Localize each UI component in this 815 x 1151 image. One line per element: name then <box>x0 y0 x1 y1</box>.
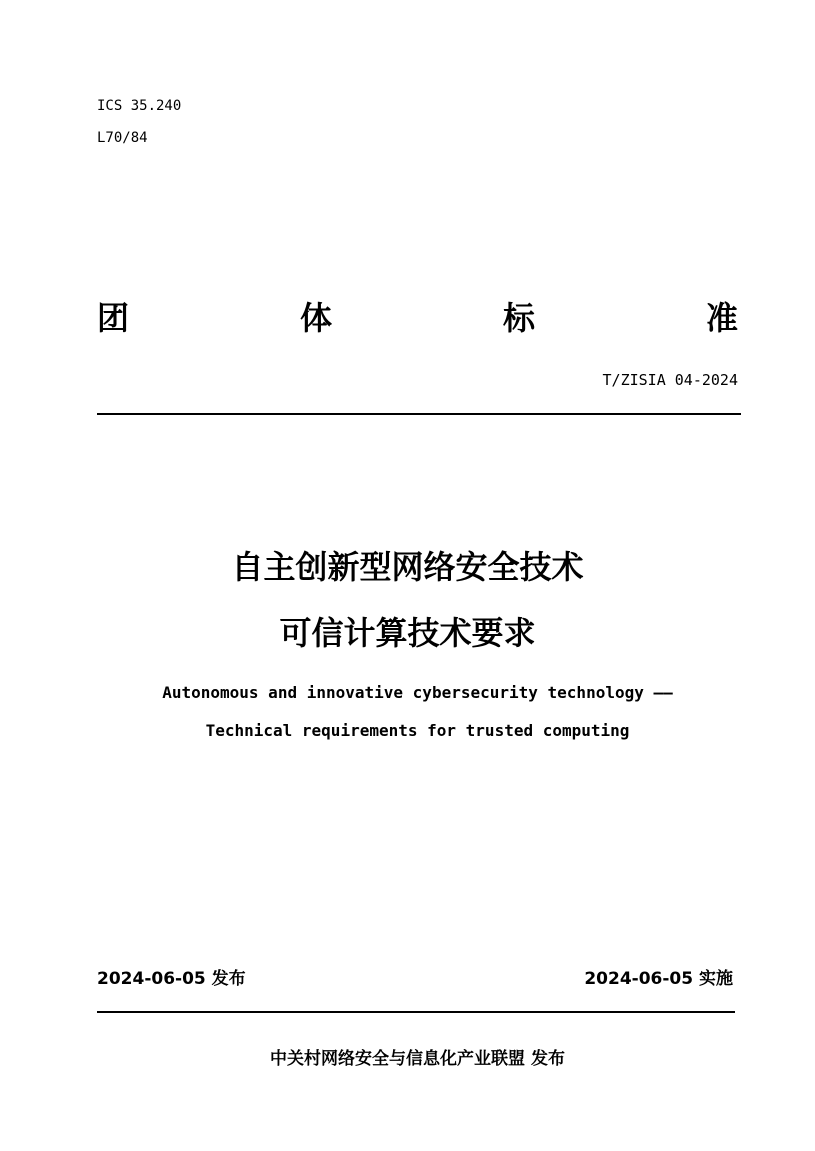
title-chinese-line-2: 可信计算技术要求 <box>279 614 536 652</box>
standard-type-heading <box>97 298 738 338</box>
standard-type-char: 团 <box>97 299 130 337</box>
publisher: 中关村网络安全与信息化产业联盟 发布 <box>270 1049 565 1069</box>
clc-code: L70/84 <box>97 130 148 146</box>
bottom-divider <box>97 1011 735 1013</box>
standard-type-char: 标 <box>502 299 535 337</box>
title-english-line-2: Technical requirements for trusted computing <box>205 721 630 740</box>
standard-type-char: 体 <box>299 299 332 337</box>
implement-date: 2024-06-05 实施 <box>584 969 733 989</box>
ics-code: ICS 35.240 <box>97 98 182 114</box>
title-english-line-1: Autonomous and innovative cybersecurity technology —— <box>162 683 673 702</box>
top-divider <box>97 413 741 415</box>
title-chinese-line-1: 自主创新型网络安全技术 <box>231 548 584 586</box>
publish-date: 2024-06-05 发布 <box>97 969 246 989</box>
standard-code: T/ZISIA 04-2024 <box>602 371 738 389</box>
standard-type-char: 准 <box>705 299 738 337</box>
